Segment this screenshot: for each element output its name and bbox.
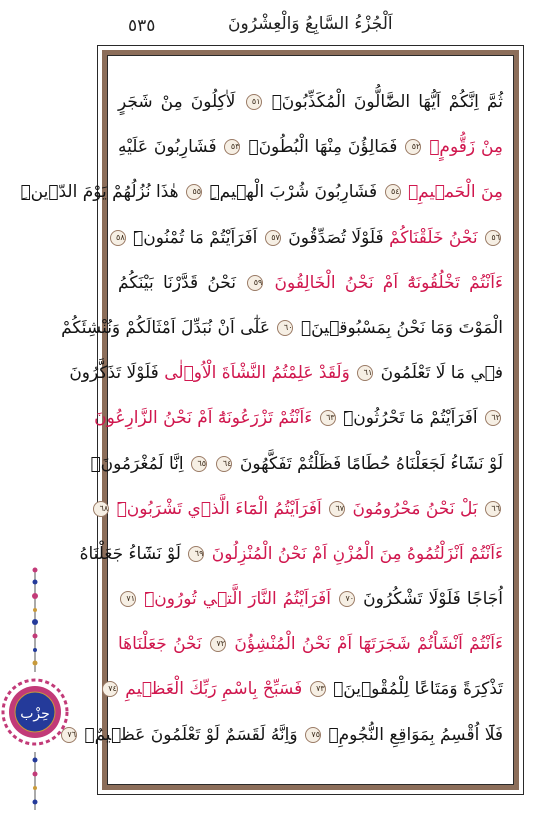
verse-line: [108, 667, 503, 712]
verse-line: [94, 396, 503, 441]
verse-text: عَلٰٓى اَنْ نُبَدِّلَ اَمْثَالَكُمْ وَنُنْشِئَكُمْ: [61, 317, 271, 338]
ayah-number-marker: ٦٠: [277, 320, 293, 336]
verse-text: اُجَاجًا فَلَوْلَا تَشْكُرُونَ: [363, 589, 503, 610]
ayah-number-marker: ٦٦: [485, 501, 501, 517]
verse-line: [67, 713, 503, 758]
verse-line: [20, 170, 503, 215]
verse-text: مِنْ زَقُّومٍۙ: [429, 137, 503, 158]
ayah-number-marker: ٥٦: [485, 230, 501, 246]
verse-text: نَحْنُ قَدَّرْنَا بَيْنَكُمُ: [118, 272, 237, 293]
verse-text: فَشَارِبُونَ شُرْبَ الْه۪يمِۜ: [209, 182, 378, 203]
verse-text: اَفَرَاَيْتُمْ مَا تَحْرُثُونَۜ: [343, 408, 478, 429]
verse-line: [99, 487, 503, 532]
ayah-number-marker: ٦٩: [188, 546, 204, 562]
ayah-number-marker: ٦٧: [329, 501, 345, 517]
page-header: [0, 10, 550, 46]
ayah-number-marker: ٧١: [120, 591, 136, 607]
verse-text: ءَاَنْتُمْ اَنْزَلْتُمُوهُ مِنَ الْمُزْنِ اَمْ نَحْنُ الْمُنْزِلُونَ: [211, 543, 503, 564]
ayah-number-marker: ٥٢: [405, 139, 421, 155]
verse-text: نَحْنُ جَعَلْنَاهَا: [118, 634, 202, 655]
verse-text: اَفَرَاَيْتُمُ الْمَٓاءَ الَّذ۪ي تَشْرَبُونَۜ: [116, 498, 322, 519]
verse-text: وَاِنَّهُ لَقَسَمٌ لَوْ تَعْلَمُونَ عَظ۪يمٌۙ: [84, 724, 298, 745]
verse-text: اَفَرَاَيْتُمُ النَّارَ الَّت۪ي تُورُونَۜ: [144, 589, 331, 610]
verse-text: مِنَ الْحَم۪يمِۚ: [407, 182, 503, 203]
ayah-number-marker: ٦٤: [216, 456, 232, 472]
verse-text: ف۪ي مَا لَا تَعْلَمُونَ: [380, 363, 503, 384]
ayah-number-marker: ٥٤: [385, 184, 401, 200]
verse-line: [118, 622, 503, 667]
ornament-stem-top: [32, 568, 38, 673]
ayah-number-marker: ٦٢: [485, 410, 501, 426]
hizb-calligraphy: حِزْب: [20, 706, 50, 722]
ayah-number-marker: ٥٣: [224, 139, 240, 155]
verse-text: فَمَالِؤُنَ مِنْهَا الْبُطُونَۚ: [248, 137, 398, 158]
ayah-number-marker: ٧٢: [210, 636, 226, 652]
juz-title: اَلْجُزْءُ السَّابِعُ وَالْعِشْرُونَ: [228, 14, 393, 34]
ayah-number-marker: ٧٣: [310, 681, 326, 697]
ayah-number-marker: ٥٨: [110, 230, 126, 246]
verse-line: [69, 351, 503, 396]
verse-line: [118, 261, 503, 306]
verse-text: ءَاَنْتُمْ اَنْشَاْتُمْ شَجَرَتَهَٓا اَمْ نَحْنُ الْمُنْشِؤُنَ: [234, 634, 504, 655]
verse-line: [61, 306, 503, 351]
verse-line: [118, 216, 503, 261]
ayah-number-marker: ٧٠: [339, 591, 355, 607]
verse-text: فَلَوْلَا تَذَكَّرُونَ: [69, 363, 159, 384]
verse-text: فَلَٓا اُقْسِمُ بِمَوَاقِعِ النُّجُومِۙ: [328, 724, 503, 745]
verse-text: الْمَوْتَ وَمَا نَحْنُ بِمَسْبُوق۪ينَۙ: [300, 317, 503, 338]
verse-text: اَفَرَاَيْتُمْ مَا تُمْنُونَۜ: [133, 227, 258, 248]
verse-line: [118, 125, 503, 170]
ayah-number-marker: ٦٥: [191, 456, 207, 472]
verse-text: لَاٰكِلُونَ مِنْ شَجَرٍ: [118, 92, 236, 112]
verse-text: لَوْ نَشَٓاءُ جَعَلْنَاهُ: [79, 543, 181, 564]
verse-text: ثُمَّ اِنَّكُمْ اَيُّهَا الضَّٓالُّونَ الْمُكَذِّبُونَۙ: [271, 92, 503, 112]
ayah-number-marker: ٥٩: [247, 275, 263, 291]
ayah-number-marker: ٧٦: [61, 727, 77, 743]
verse-text: وَلَقَدْ عَلِمْتُمُ النَّشْاَةَ الْاُو۫لٰى: [164, 363, 350, 384]
ayah-number-marker: ٦٨: [93, 501, 109, 517]
verse-line: [79, 532, 503, 577]
verse-line: [118, 80, 503, 125]
ayah-number-marker: ٧٥: [305, 727, 321, 743]
verse-text: لَوْ نَشَٓاءُ لَجَعَلْنَاهُ حُطَامًا فَظَلْتُمْ تَفَكَّهُونَ: [239, 453, 503, 474]
page-number: ٥٣٥: [128, 16, 156, 36]
ayah-number-marker: ٥١: [246, 94, 262, 110]
verse-text: هٰذَا نُزُلُهُمْ يَوْمَ الدّ۪ينِۜ: [20, 182, 179, 203]
verse-text: اِنَّا لَمُغْرَمُونَۙ: [90, 453, 184, 474]
ornament-stem-bottom: [33, 752, 38, 810]
verse-text: فَشَارِبُونَ عَلَيْهِ: [118, 137, 217, 158]
verse-text: تَذْكِرَةً وَمَتَاعًا لِلْمُقْو۪ينَۚ: [333, 679, 503, 700]
ayah-number-marker: ٥٧: [265, 230, 281, 246]
verse-text: فَسَبِّحْ بِاسْمِ رَبِّكَ الْعَظ۪يمِ: [125, 679, 303, 700]
verse-line: [90, 442, 503, 487]
verse-text: فَلَوْلَا تُصَدِّقُونَ: [288, 227, 384, 248]
hizb-ornament: [8, 560, 96, 815]
ayah-number-marker: ٥٥: [186, 184, 202, 200]
ayah-number-marker: ٦٣: [320, 410, 336, 426]
verse-text: ءَاَنْتُمْ تَخْلُقُونَهُٓ اَمْ نَحْنُ الْخَالِقُونَ: [274, 272, 504, 293]
ayah-number-marker: ٧٤: [102, 681, 118, 697]
ayah-number-marker: ٦١: [357, 365, 373, 381]
verse-text: بَلْ نَحْنُ مَحْرُومُونَ: [352, 498, 478, 519]
verse-text: ءَاَنْتُمْ تَزْرَعُونَهُٓ اَمْ نَحْنُ الزَّارِعُونَ: [94, 408, 313, 429]
ornament-medallion: [3, 680, 67, 744]
verse-line: [118, 577, 503, 622]
verse-text: نَحْنُ خَلَقْنَاكُمْ: [389, 227, 478, 248]
